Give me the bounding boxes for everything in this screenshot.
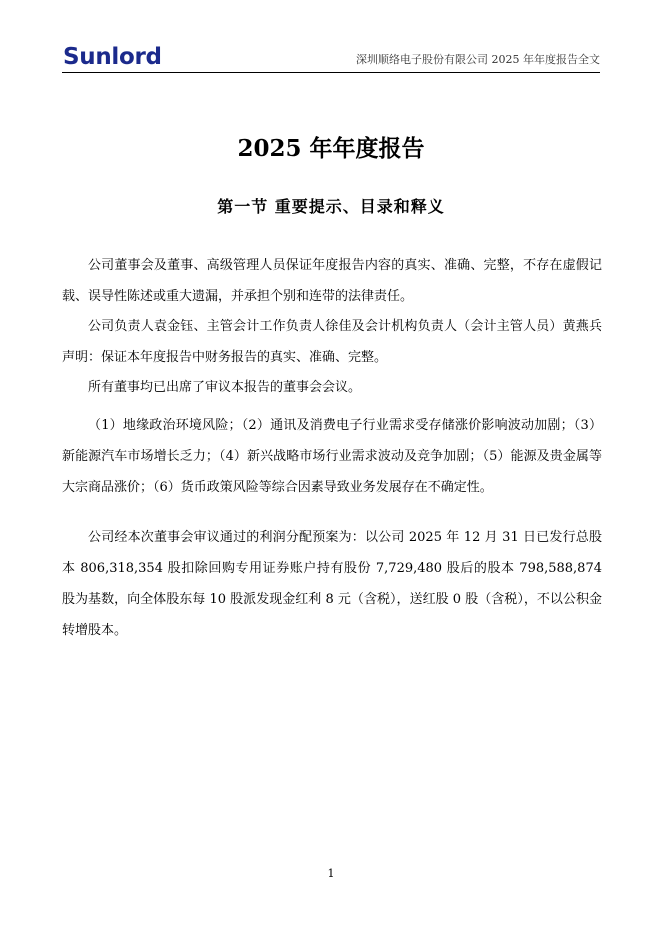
company-logo: Sunlord xyxy=(63,44,162,70)
paragraph-board-assurance: 公司董事会及董事、高级管理人员保证年度报告内容的真实、准确、完整，不存在虚假记载、误导性陈述或重大遗漏，并承担个别和连带的法律责任。 xyxy=(62,258,602,304)
paragraph-responsible-persons-statement: 公司负责人袁金钰、主管会计工作负责人徐佳及会计机构负责人（会计主管人员）黄燕兵声明：保证本年度报告中财务报告的真实、准确、完整。 xyxy=(62,319,602,365)
paragraph-directors-attendance: 所有董事均已出席了审议本报告的董事会会议。 xyxy=(88,380,362,395)
report-title: 2025 年年度报告 xyxy=(237,135,425,162)
paragraph-profit-distribution: 公司经本次董事会审议通过的利润分配预案为：以公司 2025 年 12 月 31 日已发行总股本 806,318,354 股扣除回购专用证券账户持有股份 7,729,480 股后的股本 798,588,874 股为基数，向全体股东每 10 股派发现金红利 8 元（含税），送红股 0 股（含税），不以公积金转增股本。 xyxy=(62,530,602,638)
page-number: 1 xyxy=(327,867,335,880)
page-header xyxy=(62,40,600,73)
paragraph-risk-factors: （1）地缘政治环境风险；（2）通讯及消费电子行业需求受存储涨价影响波动加剧；（3）新能源汽车市场增长乏力；（4）新兴战略市场行业需求波动及竞争加剧；（5）能源及贵金属等大宗商品涨价；（6）货币政策风险等综合因素导致业务发展存在不确定性。 xyxy=(62,418,602,495)
header-document-title: 深圳顺络电子股份有限公司 2025 年年度报告全文 xyxy=(356,53,600,66)
section-title: 第一节 重要提示、目录和释义 xyxy=(217,197,445,216)
